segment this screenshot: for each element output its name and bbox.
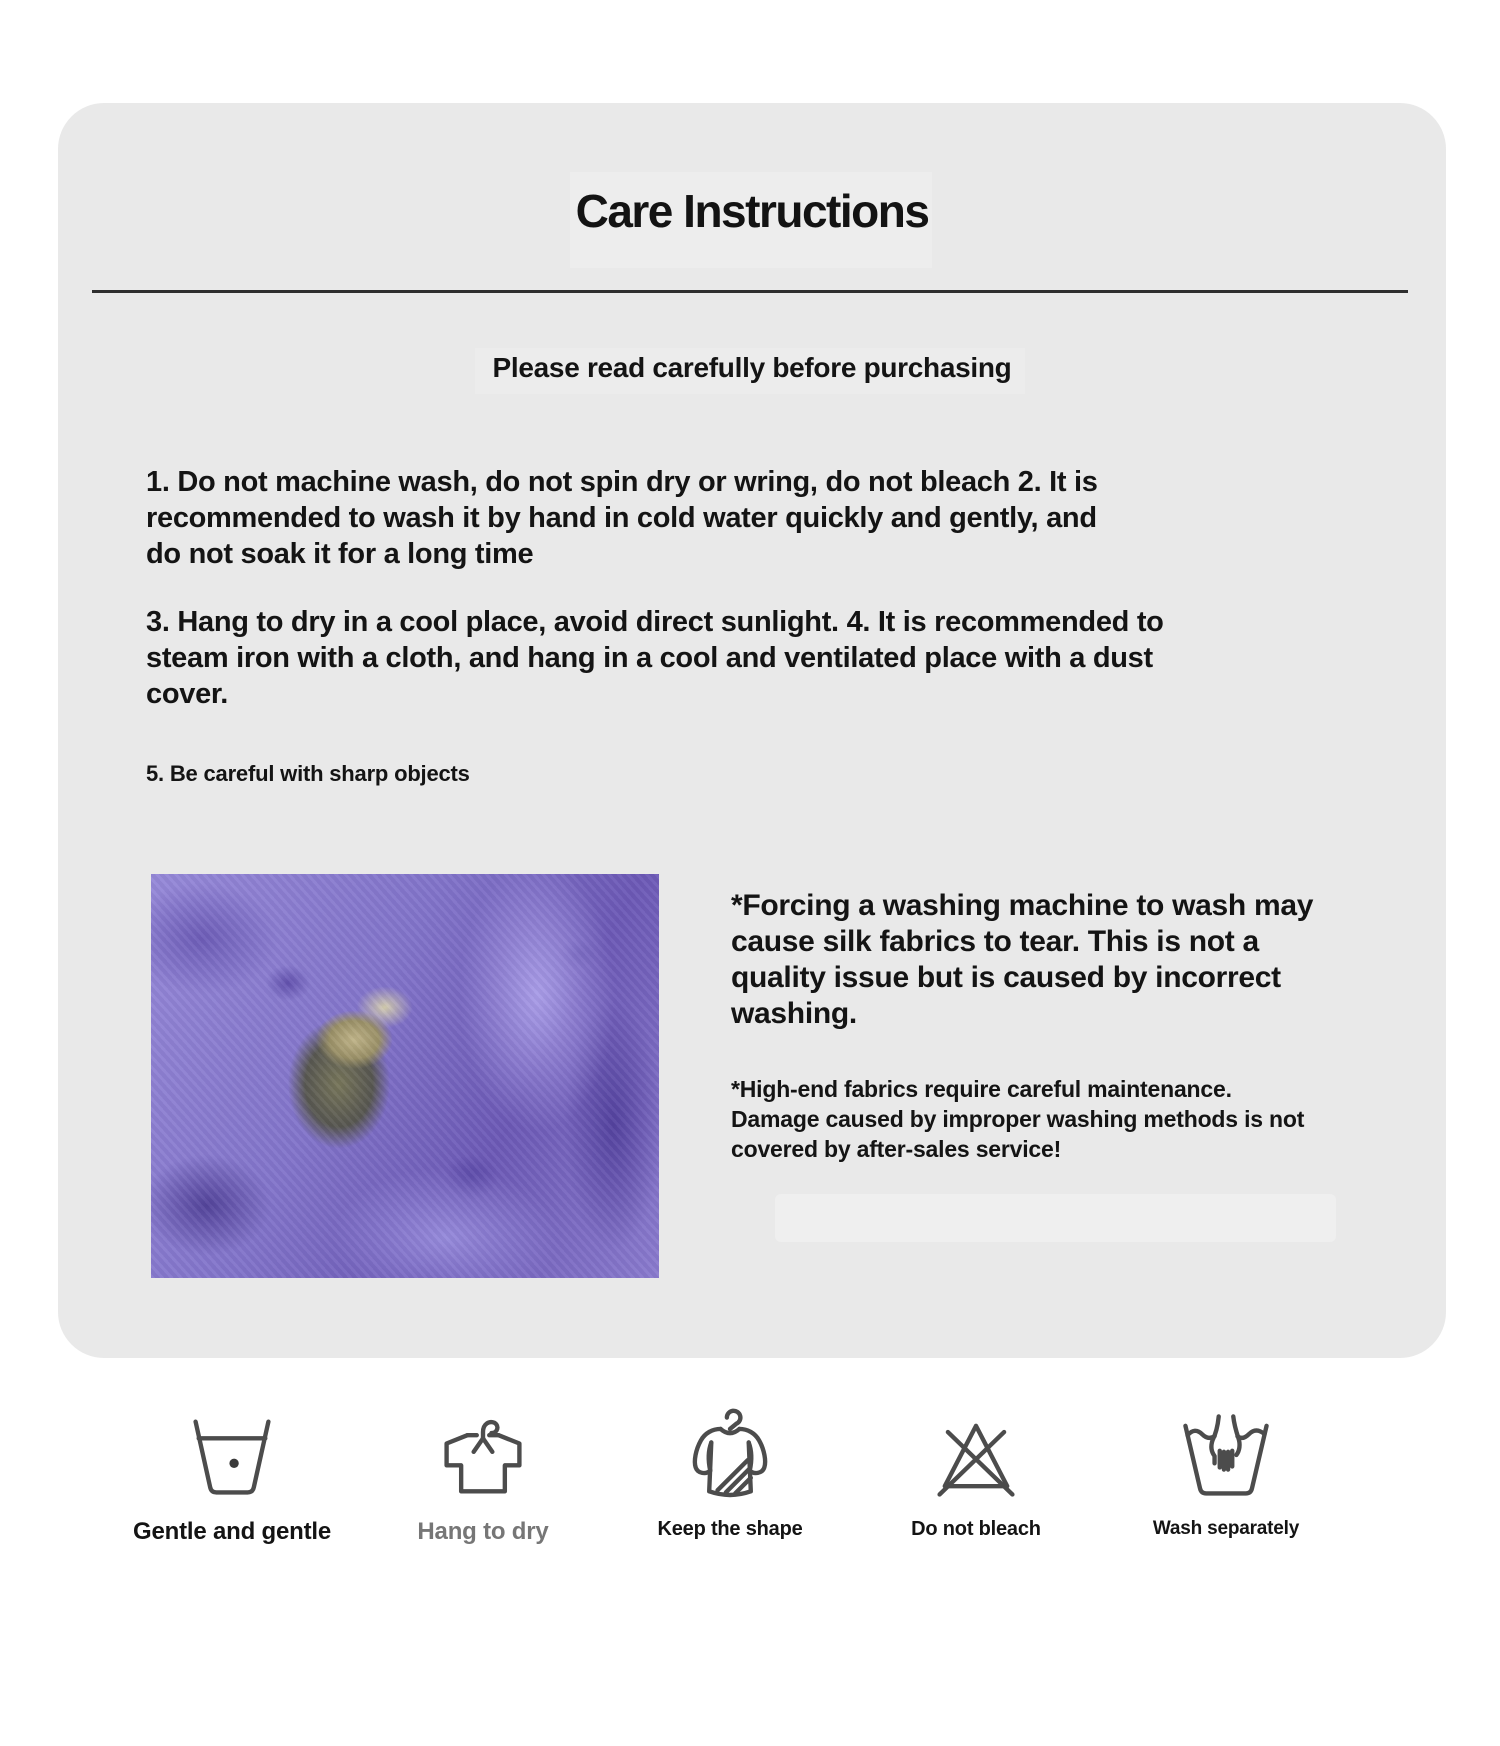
warning-primary: [731, 888, 1313, 1032]
warning-line: Damage caused by improper washing methods is not: [731, 1106, 1305, 1132]
keep-shape-garment-icon: [678, 1404, 782, 1508]
paragraph-line: 3. Hang to dry in a cool place, avoid direct sunlight. 4. It is recommended to: [146, 606, 1164, 638]
paragraph-line: cover.: [146, 678, 229, 710]
warning-line: covered by after-sales service!: [731, 1136, 1062, 1162]
paragraph-line: steam iron with a cloth, and hang in a cool and ventilated place with a dust: [146, 642, 1153, 674]
title-divider: [92, 290, 1408, 293]
care-symbol-label: Keep the shape: [657, 1518, 803, 1540]
warning-line: quality issue but is caused by incorrect: [731, 961, 1281, 994]
paragraph-line: 1. Do not machine wash, do not spin dry or wring, do not bleach 2. It is: [146, 466, 1098, 498]
warning-line: *Forcing a washing machine to wash may: [731, 889, 1314, 922]
care-symbol-label: Gentle and gentle: [133, 1518, 331, 1545]
fabric-sheen-texture: [151, 874, 659, 1278]
warning-line: washing.: [731, 997, 857, 1030]
care-card: [58, 103, 1446, 1358]
paragraph-line: do not soak it for a long time: [146, 538, 534, 570]
do-not-bleach-triangle-icon: [924, 1404, 1028, 1508]
page-subtitle: Please read carefully before purchasing: [492, 352, 1012, 383]
care-symbol-label: Do not bleach: [911, 1518, 1041, 1540]
instructions-paragraph-2: [146, 604, 1164, 712]
paragraph-line: recommended to wash it by hand in cold water quickly and gently, and: [146, 502, 1097, 534]
page-title: Care Instructions: [575, 185, 929, 237]
warning-line: *High-end fabrics require careful maintenance.: [731, 1076, 1232, 1102]
fabric-damage-photo: [151, 874, 659, 1278]
sharp-objects-note: 5. Be careful with sharp objects: [146, 761, 470, 786]
hand-wash-basin-icon: [1174, 1404, 1278, 1508]
gentle-wash-basin-icon: [180, 1404, 284, 1508]
care-symbol-label: Hang to dry: [417, 1518, 549, 1545]
highlight-band: [775, 1194, 1336, 1242]
care-symbol-label: Wash separately: [1152, 1518, 1300, 1539]
care-symbol-wash-separately: [1076, 1404, 1376, 1540]
warning-secondary: [731, 1074, 1304, 1164]
instructions-paragraph-1: [146, 464, 1098, 572]
hang-dry-shirt-icon: [431, 1404, 535, 1508]
warning-line: cause silk fabrics to tear. This is not a: [731, 925, 1259, 958]
